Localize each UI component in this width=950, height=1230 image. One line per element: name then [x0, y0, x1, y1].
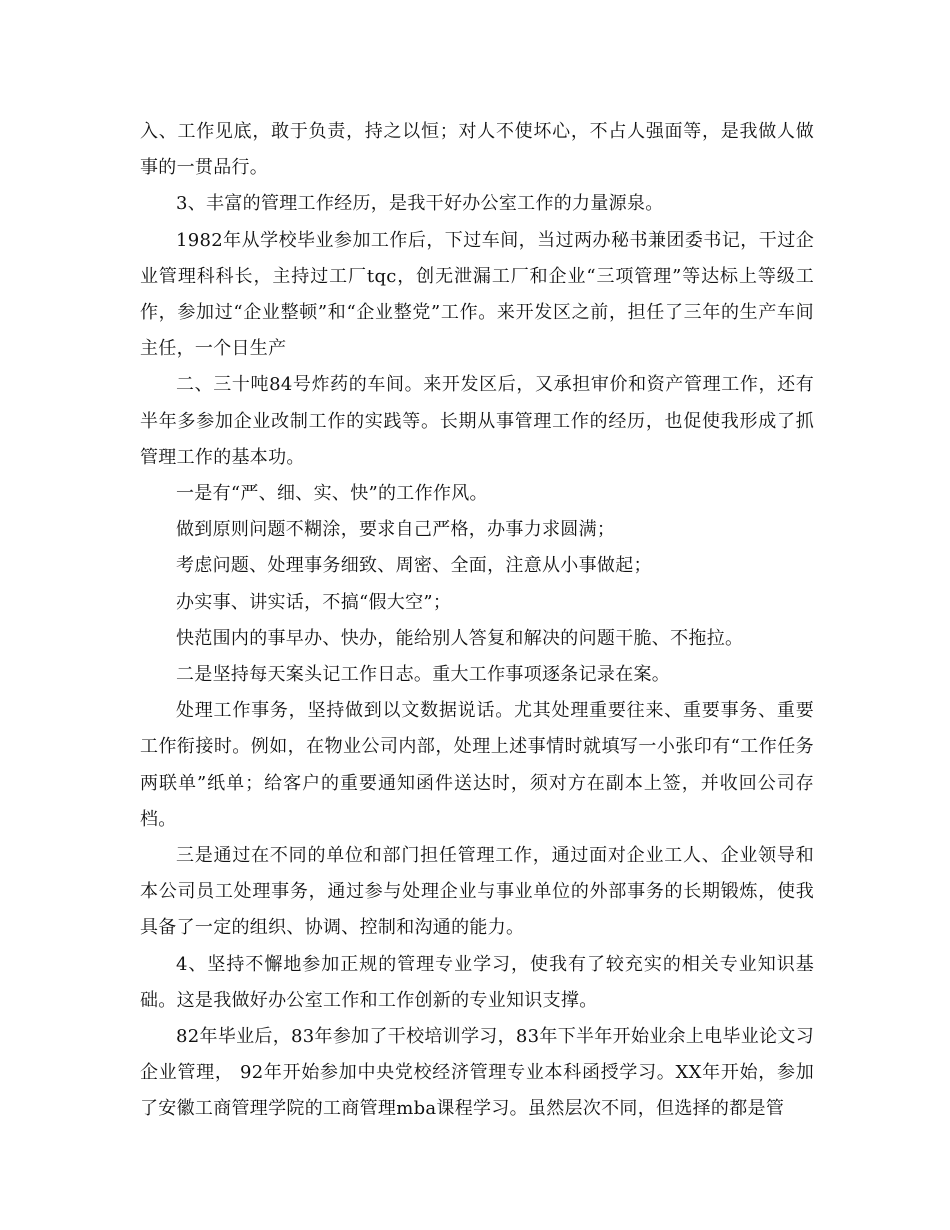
- paragraph-11: 处理工作事务，坚持做到以文数据说话。尤其处理重要往来、重要事务、重要工作衔接时。例如，在物业公司内部，处理上述事情时就填写一小张印有“工作任务两联单”纸单；给客户的重要通知函件送达时，须对方在副本上签，并收回公司存档。: [140, 700, 814, 830]
- paragraph-9: 快范围内的事早办、快办，能给别人答复和解决的问题干脆、不拖拉。: [176, 627, 744, 649]
- paragraph-14: 82年毕业后，83年参加了干校培训学习，83年下半年开始业余上电毕业论文习企业管理， 92年开始参加中央党校经济管理专业本科函授学习。XX年开始，参加了安徽工商管理学院的工商管理mba课程学习。虽然层次不同，但选择的都是管: [140, 1026, 814, 1120]
- paragraph-6: 做到原则问题不糊涂，要求自己严格，办事力求圆满；: [176, 519, 616, 541]
- paragraph-7: 考虑问题、处理事务细致、周密、全面，注意从小事做起；: [176, 555, 652, 577]
- document-body: [140, 114, 814, 1128]
- paragraph-10: 二是坚持每天案头记工作日志。重大工作事项逐条记录在案。: [176, 664, 671, 686]
- paragraph-12: 三是通过在不同的单位和部门担任管理工作，通过面对企业工人、企业领导和本公司员工处理事务，通过参与处理企业与事业单位的外部事务的长期锻炼，使我具备了一定的组织、协调、控制和沟通的能力。: [140, 845, 814, 939]
- paragraph-5: 一是有“严、细、实、快”的工作作风。: [176, 483, 488, 505]
- paragraph-3: 1982年从学校毕业参加工作后，下过车间，当过两办秘书兼团委书记，干过企业管理科科长，主持过工厂tqc，创无泄漏工厂和企业“三项管理”等达标上等级工作，参加过“企业整顿”和“企业整党”工作。来开发区之前，担任了三年的生产车间主任，一个日生产: [140, 229, 814, 360]
- paragraph-4: 二、三十吨84号炸药的车间。来开发区后，又承担审价和资产管理工作，还有半年多参加企业改制工作的实践等。长期从事管理工作的经历，也促使我形成了抓管理工作的基本功。: [140, 374, 814, 468]
- paragraph-13: 4、坚持不懈地参加正规的管理专业学习，使我有了较充实的相关专业知识基础。这是我做好办公室工作和工作创新的专业知识支撑。: [140, 953, 814, 1011]
- paragraph-2: 3、丰富的管理工作经历，是我干好办公室工作的力量源泉。: [176, 193, 664, 215]
- paragraph-1: 入、工作见底，敢于负责，持之以恒；对人不使坏心，不占人强面等，是我做人做事的一贯品行。: [140, 121, 814, 179]
- paragraph-8: 办实事、讲实话，不搞“假大空”；: [176, 591, 452, 613]
